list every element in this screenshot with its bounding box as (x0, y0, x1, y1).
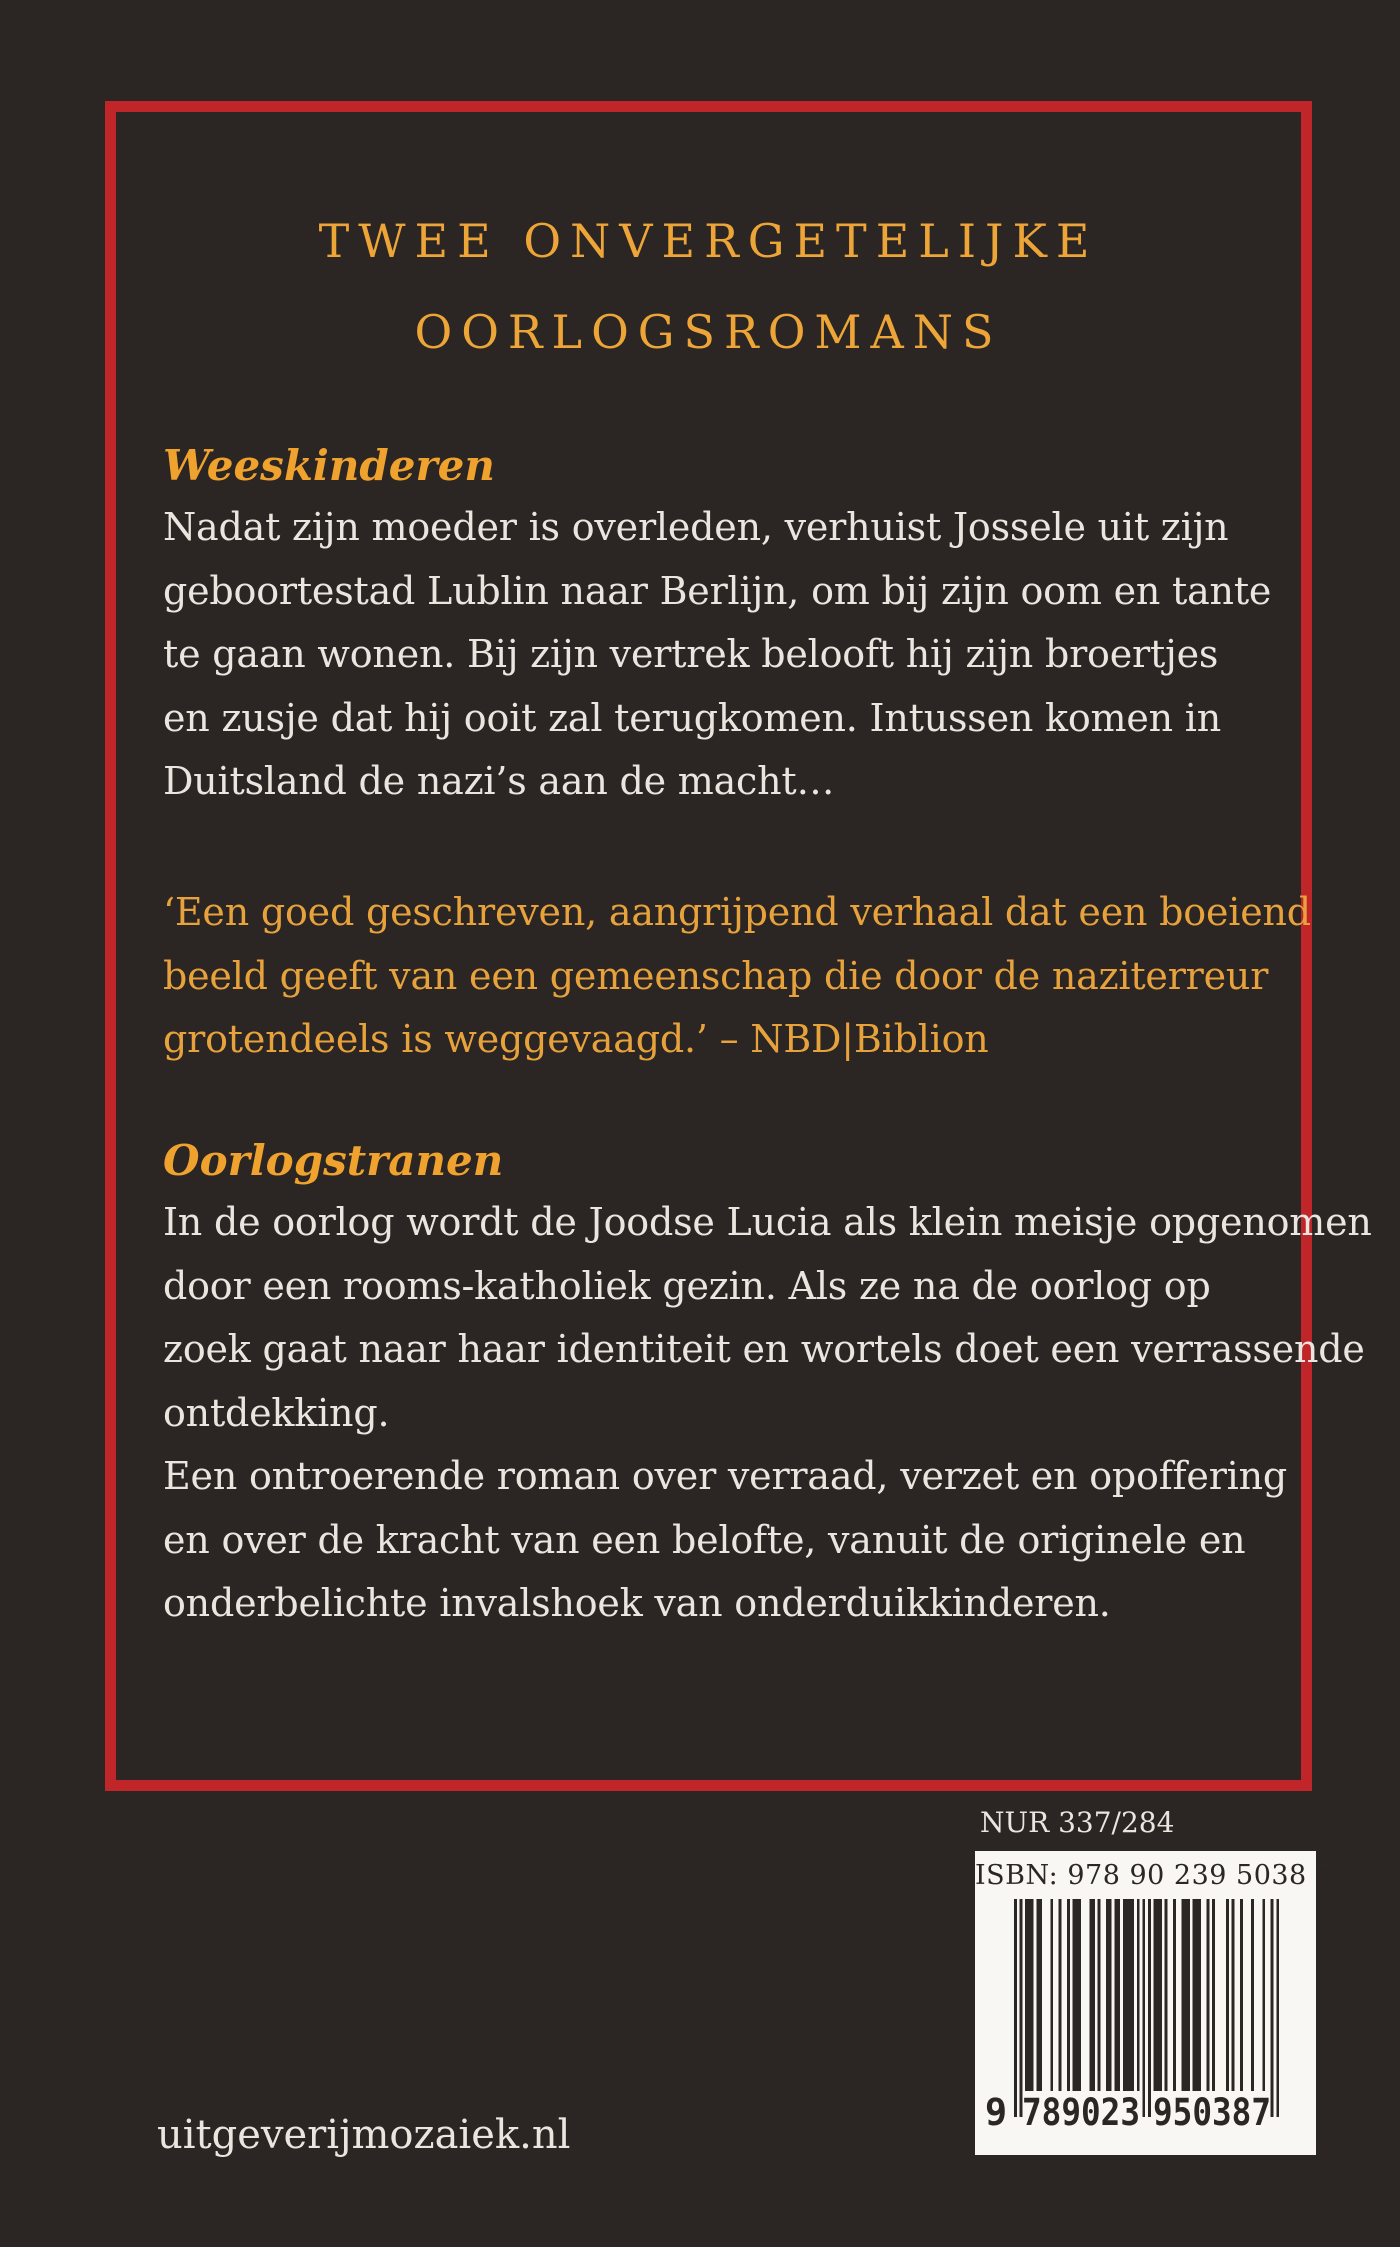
section-heading-oorlogstranen: Oorlogstranen (163, 1136, 504, 1185)
paragraph-line: en over de kracht van een belofte, vanuit de originele en (163, 1517, 1246, 1562)
weeskinderen-paragraph (163, 496, 1271, 814)
isbn-barcode-box (975, 1851, 1334, 2155)
barcode-digit-first: 9 (984, 2091, 1008, 2134)
book-title-line-2: OORLOGSROMANS (414, 305, 1003, 359)
paragraph-line: onderbelichte invalshoek van onderduikkinderen. (163, 1581, 1111, 1625)
barcode-digits-right: 950387 (1153, 2091, 1271, 2134)
paragraph-line: door een rooms-katholiek gezin. Als ze na de oorlog op (163, 1263, 1211, 1308)
paragraph-line: en zusje dat hij ooit zal terugkomen. Intussen komen in (163, 695, 1222, 740)
quote-line: beeld geeft van een gemeenschap die door de naziterreur (163, 953, 1269, 998)
paragraph-line: Duitsland de nazi’s aan de macht… (163, 759, 835, 803)
book-title-line-1: TWEE ONVERGETELIJKE (318, 214, 1099, 268)
paragraph-line: geboortestad Lublin naar Berlijn, om bij zijn oom en tante (163, 568, 1272, 613)
barcode-digits-left: 789023 (1022, 2091, 1140, 2134)
publisher-website: uitgeverijmozaiek.nl (157, 2112, 571, 2158)
paragraph-line: In de oorlog wordt de Joodse Lucia als klein meisje opgenomen (163, 1200, 1372, 1244)
red-frame (105, 101, 1372, 1791)
quote-line: grotendeels is weggevaagd.’ – NBD|Biblion (163, 1017, 989, 1061)
nur-code: NUR 337/284 (980, 1806, 1175, 1839)
paragraph-line: Een ontroerende roman over verraad, verzet en opoffering (163, 1454, 1288, 1498)
paragraph-line: ontdekking. (163, 1390, 390, 1435)
section-heading-weeskinderen: Weeskinderen (163, 441, 495, 490)
ean-barcode (979, 1895, 1311, 2137)
paragraph-line: te gaan wonen. Bij zijn vertrek belooft hij zijn broertjes (163, 632, 1219, 676)
paragraph-line: zoek gaat naar haar identiteit en wortels doet een verrassende (163, 1327, 1365, 1371)
isbn-text: ISBN: 978 90 239 5038 7 (975, 1860, 1334, 1891)
paragraph-line: Nadat zijn moeder is overleden, verhuist Jossele uit zijn (163, 505, 1229, 549)
quote-line: ‘Een goed geschreven, aangrijpend verhaal dat een boeiend (163, 890, 1311, 934)
oorlogstranen-paragraph (163, 1191, 1372, 1636)
review-quote (163, 881, 1311, 1072)
